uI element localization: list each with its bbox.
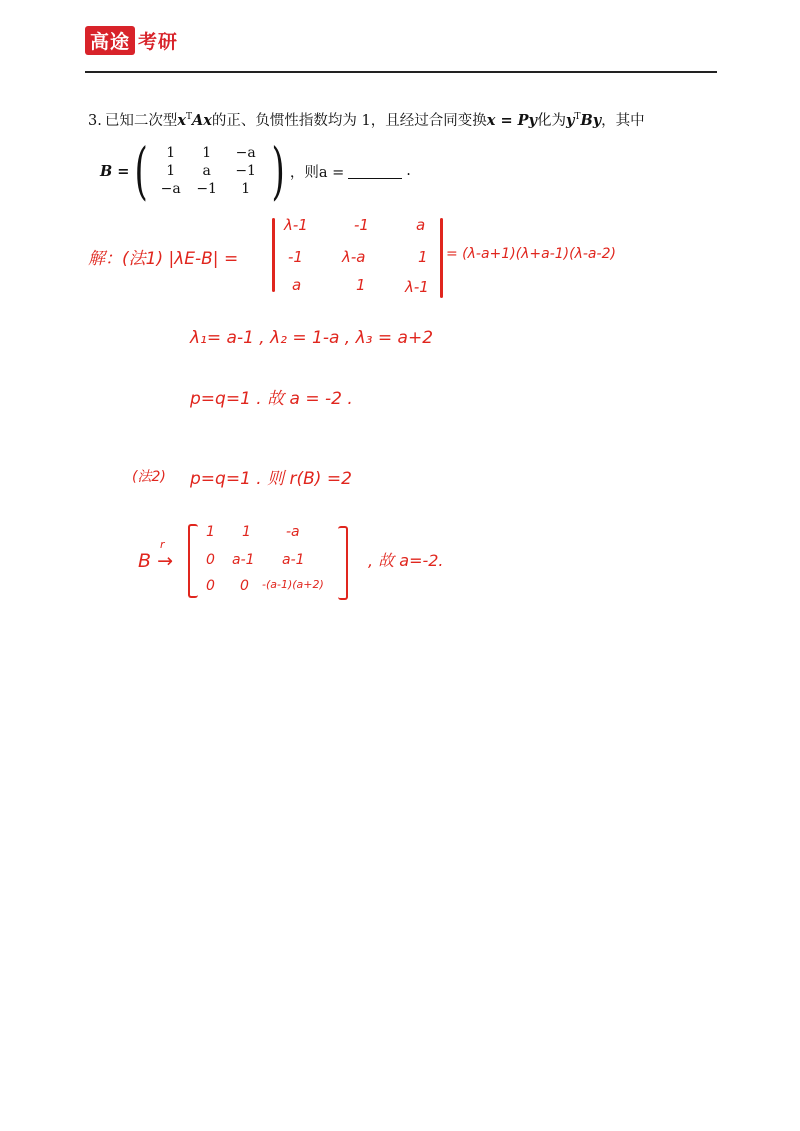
det-cell: 1: [418, 248, 428, 266]
math-by: By: [580, 111, 602, 129]
det-bar-left: [272, 218, 275, 292]
det-cell: λ-a: [342, 248, 366, 266]
problem-statement: [88, 106, 708, 132]
row-matrix-cell: 1: [242, 524, 251, 540]
matrix-cell: −1: [235, 163, 256, 179]
method1-conclusion: p=q=1 . 故 a = -2 .: [190, 389, 353, 409]
method2-label: (法2): [132, 469, 166, 485]
det-bar-right: [440, 218, 443, 298]
matrix-b: [154, 144, 266, 198]
det-cell: -1: [354, 216, 369, 234]
solution-heading: 解：(法1) |λE-B| =: [88, 249, 239, 269]
matrix-cell: −a: [160, 181, 181, 197]
matrix-b-label: B =: [100, 162, 130, 180]
problem-text-2: 的正、负惯性指数均为 1，且经过合同变换: [211, 112, 487, 129]
row-matrix-cell: a-1: [282, 552, 305, 568]
brand-logo: [85, 26, 178, 55]
matrix-cell: a: [202, 163, 211, 179]
math-ax: Ax: [192, 111, 212, 129]
matrix-cell: 1: [202, 145, 212, 161]
answer-blank: [348, 164, 402, 179]
det-cell: a: [416, 216, 426, 234]
matrix-definition: [100, 134, 411, 207]
math-x: x: [177, 111, 186, 129]
left-paren: (: [134, 134, 149, 207]
page-header: [85, 22, 717, 74]
row-matrix-cell: a-1: [232, 552, 255, 568]
row-matrix-bracket-left: [188, 524, 198, 598]
problem-number: 3.: [88, 112, 102, 129]
matrix-cell: 1: [166, 145, 176, 161]
det-cell: λ-1: [405, 278, 429, 296]
row-matrix-cell: 0: [206, 578, 215, 594]
matrix-cell: −a: [235, 145, 256, 161]
det-cell: -1: [288, 248, 303, 266]
right-paren: ): [271, 134, 285, 207]
logo-text: 考研: [138, 31, 179, 53]
end-period: .: [406, 163, 411, 179]
det-result: = (λ-a+1)(λ+a-1)(λ-a-2): [446, 246, 616, 262]
b-arrow: B →: [138, 550, 173, 572]
matrix-cell: 1: [166, 163, 176, 179]
problem-text-3: 化为: [537, 112, 566, 129]
row-matrix-cell: -a: [286, 524, 300, 540]
det-cell: 1: [356, 276, 366, 294]
math-sup-t: T: [186, 112, 193, 122]
math-y: y: [566, 111, 575, 129]
logo-box: 高途: [85, 26, 135, 55]
math-sup-t2: T: [574, 112, 581, 122]
matrix-cell: −1: [196, 181, 217, 197]
then-text: ，则a =: [289, 164, 345, 181]
math-x-py: x = Py: [486, 111, 537, 129]
arrow-label: r: [160, 538, 165, 551]
method2-conclusion: , 故 a=-2.: [368, 551, 444, 570]
row-matrix-cell: 1: [206, 524, 215, 540]
row-matrix-bracket-right: [338, 526, 348, 600]
eigenvalues: λ₁= a-1 , λ₂ = 1-a , λ₃ = a+2: [190, 328, 434, 348]
row-matrix-cell: 0: [206, 552, 215, 568]
method2-text: p=q=1 . 则 r(B) =2: [190, 469, 352, 489]
matrix-cell: 1: [241, 181, 251, 197]
row-matrix-cell: 0: [240, 578, 249, 594]
header-divider: [85, 71, 717, 73]
problem-text-1: 已知二次型: [104, 112, 178, 129]
det-cell: λ-1: [284, 216, 308, 234]
det-cell: a: [292, 276, 302, 294]
row-matrix-cell: -(a-1)(a+2): [262, 578, 324, 591]
problem-text-4: ，其中: [601, 112, 645, 129]
